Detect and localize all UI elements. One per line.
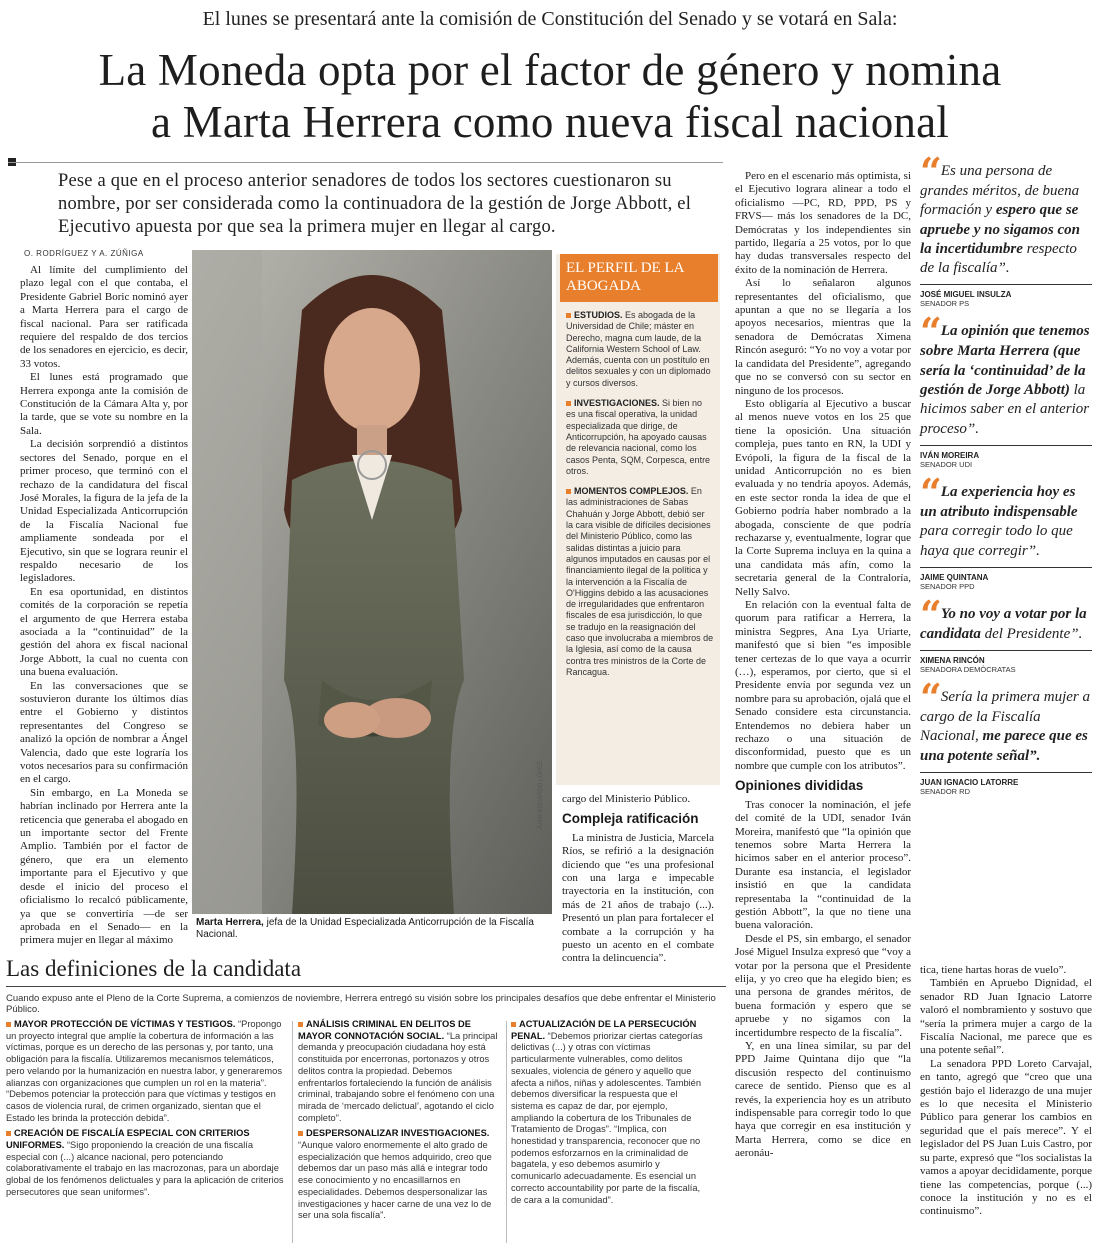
profile-item-text: Si bien no es una fiscal operativa, la unidad especializada que dirige, de Anticorrupción, ha apoyado causas de relevancia nacional, como los casos Penta, SQM, Corpesca, entre otros. <box>566 398 711 476</box>
lede: Pese a que en el proceso anterior senadores de todos los sectores cuestionaron su nombre, por ser considerada como la continuadora de la gestión de Jorge Abbott, el Ejecutivo apuesta por que sea la primera mujer en llegar al cargo. <box>58 171 692 237</box>
quote-text: Sería la primera mujer a cargo de la Fiscalía Nacional, <box>920 689 1091 745</box>
quotes-column <box>920 149 1092 810</box>
quote-author: IVÁN MOREIRA <box>920 445 1092 460</box>
quote-bold: espero que se apruebe y no sigamos con la incertidumbre <box>920 202 1081 257</box>
paragraph: cargo del Ministerio Público. <box>562 793 691 805</box>
paragraph: La decisión sorprendió a distintos sectores del Senado, porque en el primer proceso, que terminó con el rechazo de la candidatura del fiscal José Morales, la figura de la jefa de la Unidad Especializada Anticorrupción de la Fiscalía Nacional fue ampliamente sondeada por el Ejecutivo, sin que se lograra reunir el respaldo necesario de los legisladores. <box>20 438 188 585</box>
paragraph: Así lo señalaron algunos representantes del oficialismo, que apuntan a que no se llegaría a los apoyos necesarios, mientras que la senadora de Demócratas Ximena Rincón aseguró: “Yo no voy a votar por la candidata del Presidente”, agregando que no se conversó con su sector en ninguno de los procesos. <box>735 277 911 397</box>
definitions-rule <box>6 986 726 987</box>
definitions-title: Las definiciones de la candidata <box>6 956 302 981</box>
bullet-square-icon <box>566 401 571 406</box>
profile-item <box>566 310 714 389</box>
quote-text: del Presidente”. <box>980 625 1083 642</box>
profile-item <box>566 398 714 477</box>
definition-label: DESPERSONALIZAR INVESTIGACIONES. <box>306 1128 490 1139</box>
definition-item <box>298 1019 503 1124</box>
definition-text: “Aunque valoro enormemente el alto grado de especialización que hemos adquirido, creo que debemos dar un paso más allá e integrar todo ese conocimiento y no encasillarnos en especialidades. Debemos despersonalizar las investigaciones y hacer carne de una vez lo de ser una sola fiscalía”. <box>298 1140 492 1221</box>
paragraph: En esa oportunidad, en distintos comités de la corporación se repetía el argumento de que Herrera estaba asociada a la “continuidad” de la gestión del ahora ex fiscal nacional Jorge Abbott, la cual no cuenta con una buena evaluación. <box>20 585 188 679</box>
paragraph: Y, en una línea similar, su par del PPD Jaime Quintana dijo que “la discusión respecto del continuismo carece de sentido. Pienso que es al revés, la experiencia hoy es un atributo indispensable para corregir todo lo que haya que corregir en esa institución y Marta Herrera, como se dice en aeronáu- <box>735 1040 911 1160</box>
kicker: El lunes se presentará ante la comisión de Constitución del Senado y se votará en Sala: <box>202 8 898 30</box>
subhead-opiniones: Opiniones divididas <box>735 778 864 794</box>
pull-quote <box>920 149 1092 278</box>
definition-label: MAYOR PROTECCIÓN DE VÍCTIMAS Y TESTIGOS. <box>14 1019 236 1029</box>
definitions-column-b <box>298 1019 503 1226</box>
definition-text: “Propongo un proyecto integral que amplíe la cobertura de información a las víctimas, porque es un derecho de las personas y, por tanto, una obligación para la fiscalía. Utilizaremos mecanismos telemáticos, pero velando por la humanización en nuestra labor, y generaremos alianzas con organizaciones que cumplen un rol en la materia”. “Debemos potenciar la protección para que víctimas y testigos en casos de violencia rural, de crimen organizado, sientan que el Estado les brinda la protección debida”. <box>6 1019 282 1123</box>
quote-text: respecto de la fiscalía”. <box>920 240 1077 277</box>
definition-item <box>298 1128 503 1222</box>
definitions-intro: Cuando expuso ante el Pleno de la Corte Suprema, a comienzos de noviembre, Herrera entregó su visión sobre los principales desafíos que debe enfrentar el Ministerio Público. <box>6 993 716 1015</box>
definitions-column-a <box>6 1019 288 1203</box>
quote-text: para corregir todo lo que haya que corregir”. <box>920 523 1073 559</box>
definition-label: CREACIÓN DE FISCALÍA ESPECIAL CON CRITERIOS UNIFORMES. <box>6 1128 250 1151</box>
profile-body <box>556 302 720 678</box>
quote-mark-icon: “ <box>920 591 939 637</box>
profile-title: EL PERFIL DE LA ABOGADA <box>560 254 718 302</box>
paragraph: La senadora PPD Loreto Carvajal, en tanto, agregó que “creo que una gestión bajo el liderazgo de una mujer es lo que necesita el Ministerio Público para generar los cambios en seguridad que el país merece”. Y el legislador del PS Juan Luis Castro, por su parte, expresó que “los socialistas la vamos a apoyar decididamente, porque tiene las competencias, porque (...) conoce la institución y no es el continuismo”. <box>920 1057 1092 1218</box>
paragraph: tica, tiene hartas horas de vuelo”. <box>920 964 1067 976</box>
quote-mark-icon: “ <box>920 675 939 721</box>
paragraph: Desde el PS, sin embargo, el senador José Miguel Insulza expresó que “voy a votar por la persona que el Presidente elija, y yo creo que ha elegido bien; es una persona de grandes méritos, de buena formación y espero que se apruebe y no sigamos con la incertidumbre respecto de la fiscalía”. <box>735 932 911 1039</box>
quote-text: la hicimos saber en el anterior proceso”. <box>920 382 1090 437</box>
bullet-square-icon <box>298 1022 303 1027</box>
profile-item-label: MOMENTOS COMPLEJOS. <box>574 486 689 497</box>
profile-box <box>556 254 720 785</box>
column-divider <box>506 1021 507 1243</box>
paragraph: Pero en el escenario más optimista, si el Ejecutivo lograra alinear a todo el oficialismo —PC, RD, PPD, PS y FRVS— más los senadores de la DC, Demócratas y los independientes sin partido, llegaría a 25 votos, por lo que hay dudas transversales respecto del éxito de la nominación de Herrera. <box>735 170 911 276</box>
article-column-4 <box>735 170 911 1161</box>
quote-bold: La experiencia hoy es un atributo indispensable <box>920 483 1078 520</box>
headline-line-1: La Moneda opta por el factor de género y nomina <box>98 45 1002 95</box>
definition-item <box>511 1019 711 1206</box>
quote-author: JOSÉ MIGUEL INSULZA <box>920 284 1092 299</box>
article-column-1 <box>20 264 188 948</box>
quote-author: JUAN IGNACIO LATORRE <box>920 772 1092 787</box>
quote-role: SENADOR PPD <box>920 581 975 591</box>
profile-item <box>566 486 714 678</box>
paragraph: En relación con la eventual falta de quorum para ratificar a Herrera, la ministra Segpres, Ana Lya Uriarte, manifestó que si bien “es imposible tener certezas de lo que vaya a ocurrir (…), esperamos, por cierto, que si el Presidente envía por segunda vez un nombre para su aprobación, ojalá que el Senado considere esta circunstancia. Entendemos no debiera haber un rechazo o una situación de disconformidad, puesto que es un nombre que cumple con los atributos”. <box>735 599 911 772</box>
column-divider <box>292 1021 293 1243</box>
bullet-square-icon <box>298 1131 303 1136</box>
paragraph: Tras conocer la nominación, el jefe del comité de la UDI, senador Iván Moreira, manifestó que “la opinión que tenemos sobre Marta Herrera la hicimos saber en el anterior proceso”. Durante esa instancia, el legislador insistió en que la candidata representaba la “continuidad de la gestión Abbott”, la que no tiene una buena valoración. <box>735 798 911 932</box>
paragraph: La ministra de Justicia, Marcela Ríos, se refirió a la designación diciendo que “es una profesional con una larga e impecable trayectoria en la institución, con más de 21 años de trabajo (...). Presentó un plan para fortalecer el combate a la corrupción y ha puesto un acento en el combate contra la delincuencia”. <box>562 831 714 965</box>
quote-mark-icon: “ <box>920 309 939 355</box>
quote-author: XIMENA RINCÓN <box>920 650 1092 665</box>
definition-label: ACTUALIZACIÓN DE LA PERSECUCIÓN PENAL. <box>511 1019 697 1041</box>
quote-role: SENADOR PS <box>920 299 970 309</box>
bullet-square-icon <box>566 313 571 318</box>
quote-bold: me parece que es una potente señal”. <box>920 728 1088 764</box>
portrait-photo <box>192 250 552 914</box>
byline: O. RODRÍGUEZ Y A. ZÚÑIGA <box>24 249 144 258</box>
definition-text: “La principal demanda y preocupación ciudadana hoy está constituida por encerronas, portonazos y otros delitos contra la propiedad. Debemos enfrentarlos fortaleciendo la función de análisis criminal, trabajando sobre el fenómeno con una mirada de ‘mercado delictual’, agotando el ciclo completo”. <box>298 1030 498 1123</box>
caption-text: jefa de la Unidad Especializada Anticorrupción de la Fiscalía Nacional. <box>196 917 534 940</box>
bullet-square-icon <box>566 489 571 494</box>
pull-quote <box>920 591 1092 644</box>
paragraph: También en Apruebo Dignidad, el senador RD Juan Ignacio Latorre valoró el nombramiento y sostuvo que “sería la primera mujer a cargo de la Fiscalía Nacional, me parece que es una potente señal”. <box>920 977 1092 1057</box>
article-column-3 <box>562 793 714 966</box>
bullet-square-icon <box>6 1022 11 1027</box>
caption-name: Marta Herrera, <box>196 917 264 928</box>
definition-text: “Sigo proponiendo la creación de una fiscalía especial con (...) alcance nacional, pero potenciando colaborativamente el trabajo en las macrozonas, para un abordaje global de los fenómenos delictuales y para la aplicación de criterios persecutores que sean uniformes”. <box>6 1140 284 1197</box>
quote-bold: Yo no voy a votar por la candidata <box>920 605 1087 642</box>
article-column-5 <box>920 964 1092 1219</box>
quote-role: SENADOR RD <box>920 787 971 797</box>
quote-mark-icon: “ <box>920 469 939 515</box>
definition-label: ANÁLISIS CRIMINAL EN DELITOS DE MAYOR CONNOTACIÓN SOCIAL. <box>298 1019 471 1041</box>
top-rule <box>8 162 723 163</box>
photo-credit: JUAN EDUARDO LÓPEZ <box>538 761 544 830</box>
paragraph: Esto obligaría al Ejecutivo a buscar al menos nueve votos en los 25 que tiene la oposición. Una situación compleja, pues tanto en RN, la UDI y Evópoli, la figura de la fiscal de la unidad Anticorrupción no es bien evaluada y no tendría apoyos. Además, en este sector ronda la idea de que el Gobierno podría haber nombrado a la abogada, consciente de que podría rechazarse y, eventualmente, lograr que la Corte Suprema incluya en la quina a una candidata más afín, como la secretaria general de la Contraloría, Nelly Salvo. <box>735 397 911 598</box>
bullet-square-icon <box>511 1022 516 1027</box>
headline-line-2: a Marta Herrera como nueva fiscal nacional <box>151 97 949 147</box>
paragraph: El lunes está programado que Herrera exponga ante la comisión de Constitución de la Cámara Alta y, por la tarde, que se vote su nombre en la Sala. <box>20 371 188 437</box>
paragraph: En las conversaciones que se sostuvieron durante los últimos días entre el Gobierno y distintos representantes del Congreso se analizó la opción de nombrar a Ángel Valencia, dado que este lograría los votos necesarios para su confirmación en el cargo. <box>20 679 188 786</box>
definition-item <box>6 1019 288 1124</box>
paragraph: Al límite del cumplimiento del plazo legal con el que contaba, el Presidente Gabriel Boric nominó ayer a Marta Herrera para el cargo de fiscal nacional. Para ser ratificada requiere del respaldo de dos tercios de los senadores en ejercicio, es decir, 33 votos. <box>20 264 188 370</box>
profile-item-text: En las administraciones de Sabas Chahuán y Jorge Abbott, debió ser la cara visible de difíciles decisiones del Ministerio Público, como las salidas distintas a juicio para algunos imputados en causas por el financiamiento ilegal de la política y la intervención a la Fiscalía de O'Higgins debido a las acusaciones de irregularidades que enfrentaron fiscales de esa jurisdicción, lo que se tradujo en la reasignación del caso que involucraba a miembros de la Iglesia, así como de la causa contra tres ministros de la Corte de Rancagua. <box>566 486 714 677</box>
definition-text: “Debemos priorizar ciertas categorías delictivas (...) y otras con víctimas particularmente vulnerables, como delitos sexuales, violencia de género y aquello que afecta a niños, niñas y adolescentes. También debemos diversificar la respuesta que el sistema es capaz de dar, por ejemplo, ampliando la cobertura de los Tribunales de Tratamiento de Drogas”. “Implica, con honestidad y transparencia, reconocer que no podemos esforzarnos en la criminalidad de bagatela, y eso debemos asumirlo y comunicarlo adecuadamente. Es esencial un correcto accountability por parte de la fiscalía, de cara a la comunidad”. <box>511 1030 703 1205</box>
photo-caption <box>196 917 551 941</box>
profile-item-text: Es abogada de la Universidad de Chile; máster en Derecho, magna cum laude, de la California Western School of Law. Además, cuenta con un postítulo en delitos sexuales y con un diplomado y cursos diversos. <box>566 310 711 388</box>
subhead-compleja: Compleja ratificación <box>562 811 699 827</box>
headline <box>0 44 1100 148</box>
profile-item-label: INVESTIGACIONES. <box>574 398 660 409</box>
quote-bold: La opinión que tenemos sobre Marta Herrera (que sería la ‘continuidad’ de la gestión de Jorge Abbott) <box>920 323 1090 399</box>
quote-role: SENADOR UDI <box>920 459 973 469</box>
pull-quote <box>920 309 1092 438</box>
quote-mark-icon: “ <box>920 149 939 194</box>
quote-text: Es una persona de grandes méritos, de buena formación y <box>920 163 1080 219</box>
bullet-square-icon <box>6 1131 11 1136</box>
pull-quote <box>920 469 1092 561</box>
quote-role: SENADORA DEMÓCRATAS <box>920 665 1016 675</box>
definition-item <box>6 1128 288 1198</box>
definitions-column-c <box>511 1019 711 1210</box>
paragraph: Sin embargo, en La Moneda se habrían inclinado por Herrera ante la reticencia que generaba el abogado en un importante sector del Frente Amplio. También por el factor de género, que era un elemento importante para el Ejecutivo y que desde el inicio del proceso el oficialismo lo recalcó públicamente, ya que se convertiría —de ser aprobada en el Senado— en la primera mujer en llegar al máximo <box>20 786 188 947</box>
quote-author: JAIME QUINTANA <box>920 567 1092 582</box>
pull-quote <box>920 675 1092 766</box>
portrait-illustration <box>192 250 552 914</box>
profile-item-label: ESTUDIOS. <box>574 310 623 320</box>
